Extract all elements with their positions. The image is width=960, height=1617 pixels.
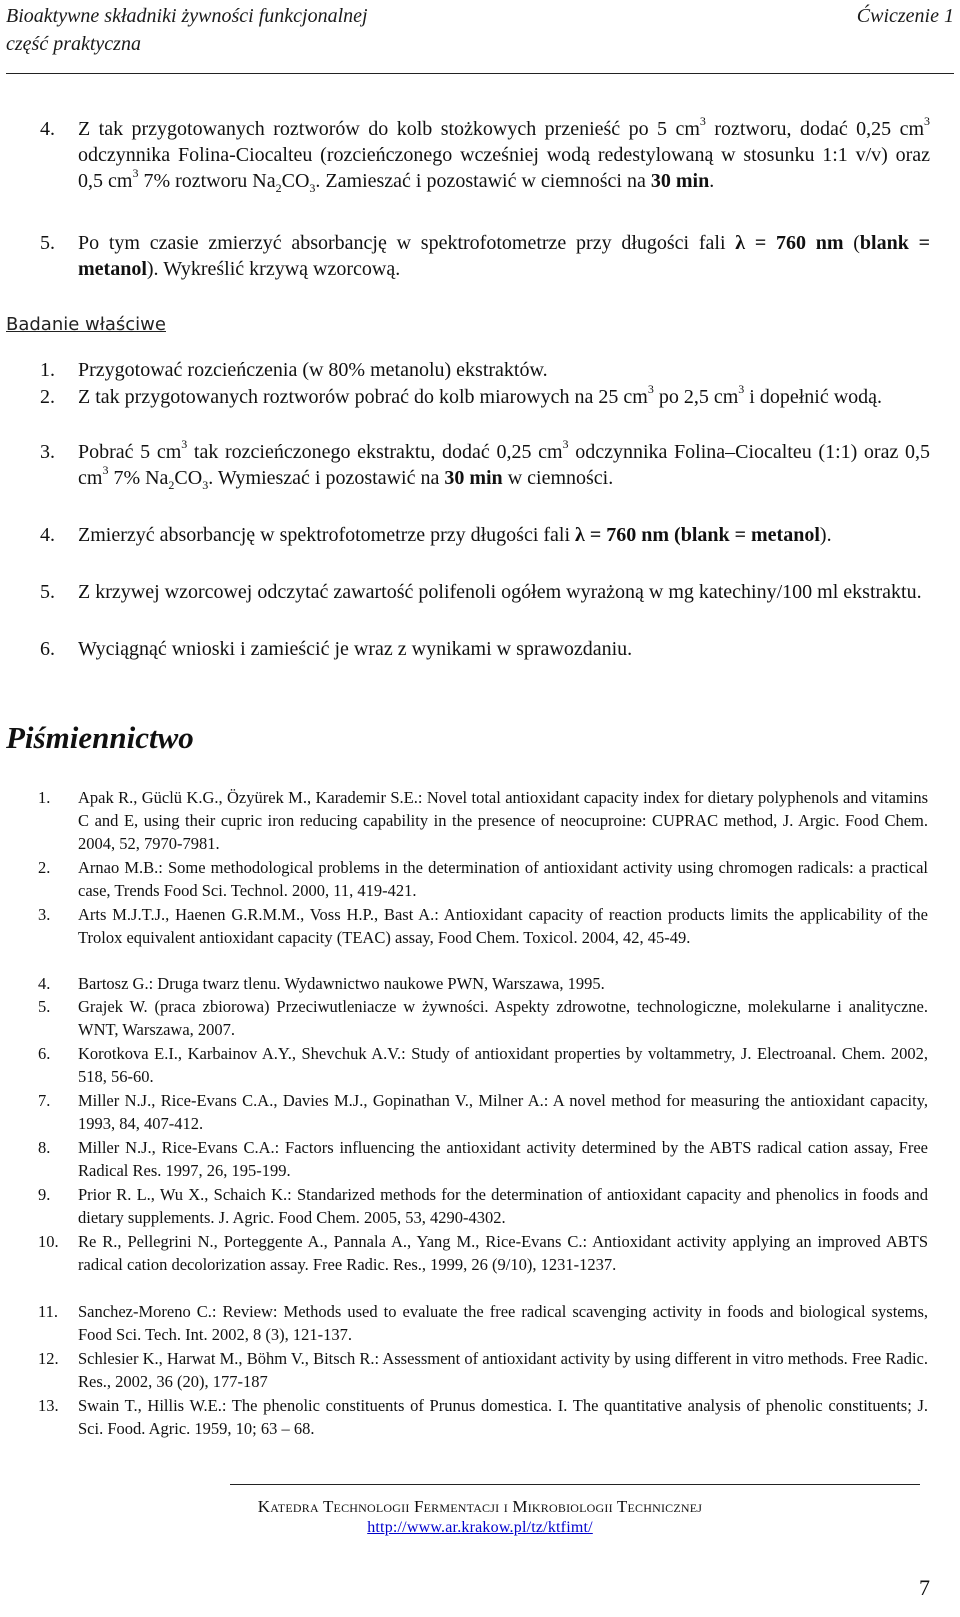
reference-text: Prior R. L., Wu X., Schaich K.: Standarized methods for the determination of antioxidant capacity and phenolics in foods and dietary supplements. J. Agric. Food Chem. 2005, 53, 4290-4302.: [78, 1185, 928, 1227]
reference-text: Korotkova E.I., Karbainov A.Y., Shevchuk A.V.: Study of antioxidant properties by voltammetry, J. Electroanal. Chem. 2002, 518, 56-60.: [78, 1044, 928, 1086]
header-divider: [6, 73, 954, 74]
reference-number: 4.: [38, 974, 51, 993]
reference-item: [38, 856, 928, 902]
step-text: Pobrać 5 $cm^3$ tak rozcieńczonego ekstraktu, dodać 0,25 $cm^3$ odczynnika Folina–Ciocalteu (1:1) oraz 0,5 $cm^3$ 7% $Na_2CO_3$. Wymieszać i pozostawić na 30 min w ciemności.: [78, 437, 930, 492]
references-heading: Piśmiennictwo: [6, 720, 194, 755]
page-header: [6, 2, 954, 58]
reference-item: [38, 1347, 928, 1393]
reference-text: Arnao M.B.: Some methodological problems in the determination of antioxidant activity using chromogen radicals: a practical case, Trends Food Sci. Technol. 2000, 11, 419-421.: [78, 858, 928, 900]
reference-text: Apak R., Güclü K.G., Özyürek M., Karademir S.E.: Novel total antioxidant capacity index for dietary polyphenols and vitamins C and E, using their cupric iron reducing capability in the presence of neocuproine: CUPRAC method, J. Argic. Food Chem. 2004, 52, 7970-7981.: [78, 788, 928, 853]
step-text: Zmierzyć absorbancję w spektrofotometrze przy długości fali λ = 760 nm (blank = metanol).: [78, 524, 832, 546]
reference-number: 11.: [38, 1302, 59, 1321]
reference-item: [38, 1136, 928, 1182]
reference-text: Sanchez-Moreno C.: Review: Methods used to evaluate the free radical scavenging activity in foods and biological systems, Food Sci. Tech. Int. 2002, 8 (3), 121-137.: [78, 1302, 928, 1344]
step-number: 5.: [40, 232, 55, 254]
reference-number: 10.: [38, 1232, 59, 1251]
reference-item: [38, 1183, 928, 1229]
main-step-5: [40, 579, 930, 605]
step-number: 4.: [40, 118, 55, 140]
procedure-step-5: [40, 230, 930, 282]
reference-text: Miller N.J., Rice-Evans C.A., Davies M.J., Gopinathan V., Milner A.: A novel method for measuring the antioxidant capacity, 1993, 84, 407-412.: [78, 1091, 928, 1133]
section-heading: Badanie właściwe: [6, 314, 166, 335]
step-number: 6.: [40, 638, 55, 660]
page-number: 7: [919, 1575, 930, 1600]
reference-text: Schlesier K., Harwat M., Böhm V., Bitsch R.: Assessment of antioxidant activity by using different in vitro methods. Free Radic. Res., 2002, 36 (20), 177-187: [78, 1349, 928, 1391]
reference-number: 9.: [38, 1185, 51, 1204]
header-subtitle: część praktyczna: [6, 33, 141, 55]
reference-item: [38, 786, 928, 855]
main-step-2: [40, 384, 930, 410]
reference-item: [38, 995, 928, 1041]
reference-item: [38, 972, 928, 995]
reference-text: Re R., Pellegrini N., Porteggente A., Pannala A., Yang M., Rice-Evans C.: Antioxidant activity applying an improved ABTS radical cation decolorization assay. Free Radic. Res., 1999, 26 (9/10), 1231-1237.: [78, 1232, 928, 1274]
reference-item: [38, 903, 928, 949]
reference-number: 1.: [38, 788, 51, 807]
reference-number: 13.: [38, 1396, 59, 1415]
reference-text: Miller N.J., Rice-Evans C.A.: Factors influencing the antioxidant activity determined by the ABTS radical cation assay, Free Radical Res. 1997, 26, 195-199.: [78, 1138, 928, 1180]
header-exercise: Ćwiczenie 1: [856, 5, 954, 27]
reference-text: Swain T., Hillis W.E.: The phenolic constituents of Prunus domestica. I. The quantitative analysis of phenolic constituents; J. Sci. Food. Agric. 1959, 10; 63 – 68.: [78, 1396, 928, 1438]
reference-number: 12.: [38, 1349, 59, 1368]
reference-number: 8.: [38, 1138, 51, 1157]
step-text: Z tak przygotowanych roztworów do kolb stożkowych przenieść po 5 $cm^3$ roztworu, dodać 0,25 $cm^3$ odczynnika Folina-Ciocalteu (rozcieńczonego wcześniej wodą redestylowaną w stosunku 1:1 v/v) oraz 0,5 $cm^3$ 7% roztworu $Na_2CO_3$. Zamieszać i pozostawić w ciemności na 30 min.: [78, 114, 931, 195]
reference-text: Grajek W. (praca zbiorowa) Przeciwutleniacze w żywności. Aspekty zdrowotne, technologiczne, molekularne i analityczne. WNT, Warszawa, 2007.: [78, 997, 928, 1039]
footer-divider: [230, 1484, 920, 1485]
reference-item: [38, 1394, 928, 1440]
step-number: 5.: [40, 581, 55, 603]
step-text: Z tak przygotowanych roztworów pobrać do kolb miarowych na 25 $cm^3$ po 2,5 $cm^3$ i dopełnić wodą.: [78, 382, 883, 408]
reference-text: Arts M.J.T.J., Haenen G.R.M.M., Voss H.P., Bast A.: Antioxidant capacity of reaction products limits the applicability of the Trolox equivalent antioxidant capacity (TEAC) assay, Food Chem. Toxicol. 2004, 42, 45-49.: [78, 905, 928, 947]
reference-number: 2.: [38, 858, 51, 877]
step-text: Z krzywej wzorcowej odczytać zawartość polifenoli ogółem wyrażoną w mg katechiny/100 ml ekstraktu.: [78, 581, 922, 603]
reference-item: [38, 1230, 928, 1276]
main-step-1: [40, 357, 930, 383]
page-footer: [0, 1495, 960, 1537]
header-title: Bioaktywne składniki żywności funkcjonalnej: [6, 5, 368, 27]
step-text: Wyciągnąć wnioski i zamieścić je wraz z wynikami w sprawozdaniu.: [78, 638, 633, 660]
reference-item: [38, 1042, 928, 1088]
reference-number: 3.: [38, 905, 51, 924]
step-text: Po tym czasie zmierzyć absorbancję w spektrofotometrze przy długości fali λ = 760 nm (blank = metanol). Wykreślić krzywą wzorcową.: [78, 232, 930, 280]
step-number: 4.: [40, 524, 55, 546]
reference-text: Bartosz G.: Druga twarz tlenu. Wydawnictwo naukowe PWN, Warszawa, 1995.: [78, 974, 605, 993]
reference-item: [38, 1300, 928, 1346]
main-step-6: [40, 636, 930, 662]
step-text: Przygotować rozcieńczenia (w 80% metanolu) ekstraktów.: [78, 359, 548, 381]
footer-department: Katedra Technologii Fermentacji i Mikrobiologii Technicznej: [257, 1497, 703, 1516]
step-number: 1.: [40, 359, 55, 381]
procedure-step-4: [40, 116, 930, 194]
step-number: 2.: [40, 386, 55, 408]
reference-number: 5.: [38, 997, 51, 1016]
main-step-4: [40, 522, 930, 548]
footer-url-link[interactable]: http://www.ar.krakow.pl/tz/ktfimt/: [367, 1519, 593, 1536]
step-number: 3.: [40, 441, 55, 463]
reference-item: [38, 1089, 928, 1135]
main-step-3: [40, 439, 930, 491]
reference-number: 6.: [38, 1044, 51, 1063]
reference-number: 7.: [38, 1091, 51, 1110]
